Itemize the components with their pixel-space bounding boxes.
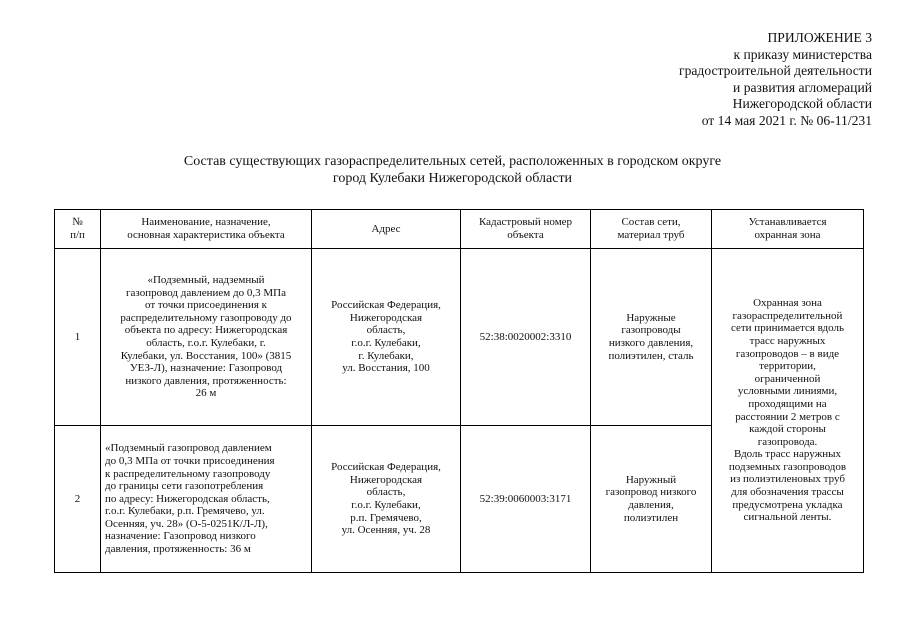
header-protection-zone: Устанавливается охранная зона xyxy=(712,210,864,249)
appendix-line: к приказу министерства xyxy=(733,46,872,62)
network-composition: Наружный газопровод низкого давления, полиэтилен xyxy=(591,426,712,573)
header-composition: Состав сети, материал труб xyxy=(591,210,712,249)
object-address: Российская Федерация, Нижегородская область, г.о.г. Кулебаки, р.п. Гремячево, ул. Осенняя, уч. 28 xyxy=(312,426,461,573)
object-address: Российская Федерация, Нижегородская область, г.о.г. Кулебаки, г. Кулебаки, ул. Восстания, 100 xyxy=(312,249,461,426)
row-number: 2 xyxy=(55,426,101,573)
header-cadastral: Кадастровый номер объекта xyxy=(461,210,591,249)
appendix-line: Нижегородской области xyxy=(732,96,872,112)
appendix-line: от 14 мая 2021 г. № 06-11/231 xyxy=(701,112,872,128)
object-name: «Подземный, надземный газопровод давлением до 0,3 МПа от точки присоединения к распределительному газопроводу до объекта по адресу: Нижегородская область, г.о.г. Кулебаки, г. Кулебаки, ул. Восстания, 100» (3815 УЕЗ-Л), назначение: Газопровод низкого давления, протяженность: 26 м xyxy=(101,249,312,426)
header-name: Наименование, назначение, основная характеристика объекта xyxy=(101,210,312,249)
table-row xyxy=(55,249,864,426)
appendix-line: и развития агломераций xyxy=(733,79,872,95)
title-line-1: Состав существующих газораспределительных сетей, расположенных в городском округе xyxy=(183,154,722,169)
header-address: Адрес xyxy=(312,210,461,249)
object-name: «Подземный газопровод давлением до 0,3 МПа от точки присоединения к распределительному газопроводу до границы сети газопотребления по адресу: Нижегородская область, г.о.г. Кулебаки, р.п. Гремячево, ул. Осенняя, уч. 28» (О-5-0251К/Л-Л), назначение: Газопровод низкого давления, протяженность: 36 м xyxy=(101,426,312,573)
row-number: 1 xyxy=(55,249,101,426)
table-header-row xyxy=(55,210,864,249)
appendix-header xyxy=(679,30,872,130)
header-number: № п/п xyxy=(55,210,101,249)
network-composition: Наружные газопроводы низкого давления, полиэтилен, сталь xyxy=(591,249,712,426)
appendix-line: ПРИЛОЖЕНИЕ 3 xyxy=(767,30,872,45)
appendix-line: градостроительной деятельности xyxy=(679,63,872,79)
gas-network-table xyxy=(54,209,864,573)
cadastral-number: 52:38:0020002:3310 xyxy=(461,249,591,426)
cadastral-number: 52:39:0060003:3171 xyxy=(461,426,591,573)
title-line-2: город Кулебаки Нижегородской области xyxy=(332,171,573,186)
document-title xyxy=(0,153,905,187)
protection-zone: Охранная зона газораспределительной сети принимается вдоль трасс наружных газопроводов – в виде территории, ограниченной условными линиями, проходящими на расстоянии 2 метров с каждой стороны газопровода. Вдоль трасс наружных подземных газопроводов из полиэтиленовых труб для обозначения трассы предусмотрена укладка сигнальной ленты. xyxy=(712,249,864,573)
